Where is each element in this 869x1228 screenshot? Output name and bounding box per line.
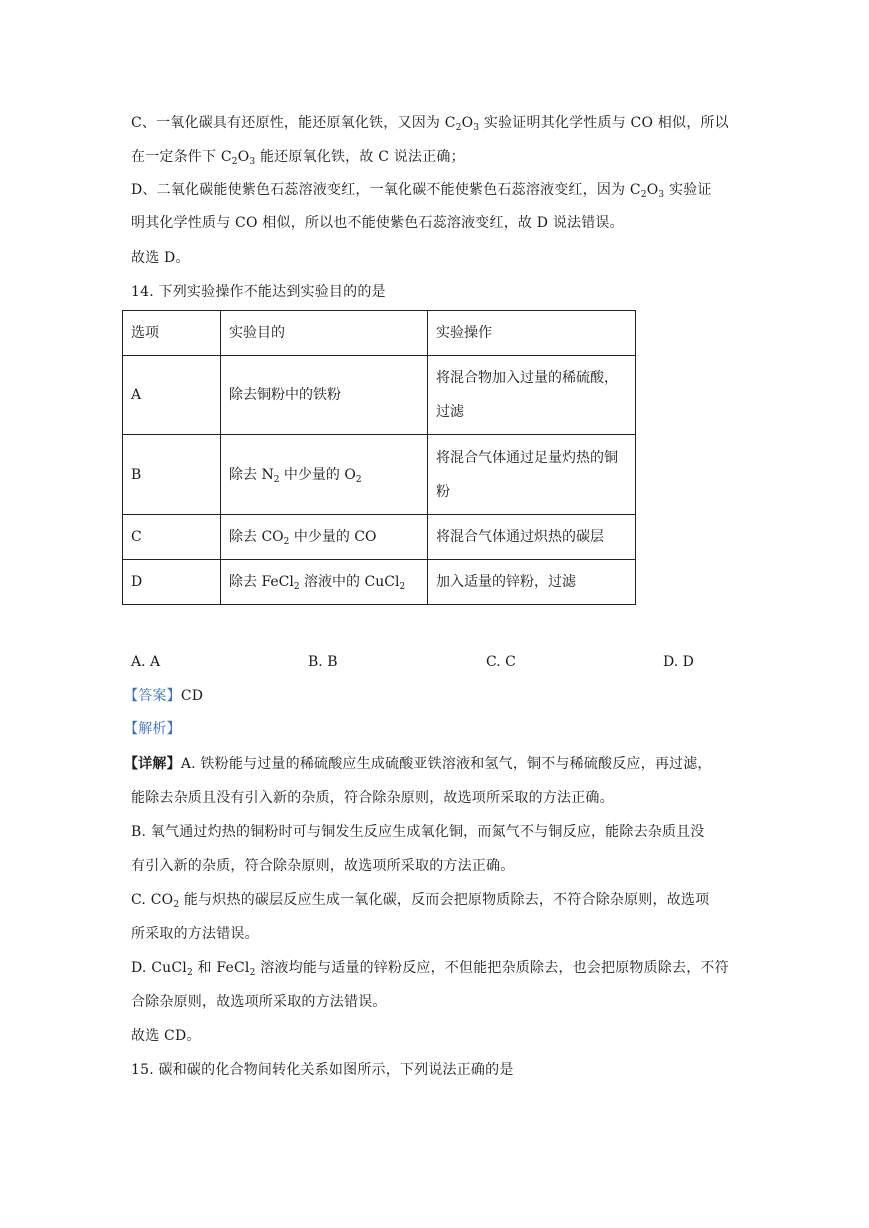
row-option: A [123, 356, 221, 435]
answer-value: CD [180, 688, 204, 704]
header-operation: 实验操作 [428, 311, 636, 356]
row-option: D [123, 560, 221, 605]
detail-c-line1: C. $CO_2$ 能与炽热的碳层反应生成一氧化碳，反而会把原物质除去，不符合除杂原则，故选项 [131, 892, 710, 910]
option-c-explanation-line2: 在一定条件下 $C_2O_3$ 能还原氧化铁，故 C 说法正确； [131, 149, 465, 167]
analysis-tag: 【解析】 [124, 721, 181, 737]
table-row [123, 435, 636, 515]
option-d-explanation-line2: 明其化学性质与 CO 相似，所以也不能使紫色石蕊溶液变红，故 D 说法错误。 [131, 215, 624, 231]
detail-b-line1: B. 氧气通过灼热的铜粉时可与铜发生反应生成氧化铜，而氮气不与铜反应，能除去杂质且没 [131, 824, 705, 840]
detail-d-line1: D. CuCl$_2$ 和 FeCl$_2$ 溶液均能与适量的锌粉反应，不但能把杂质除去，也会把原物质除去，不符 [131, 960, 729, 978]
choice-a: A. A [131, 654, 161, 670]
detail-d-line2: 合除杂原则，故选项所采取的方法错误。 [131, 994, 387, 1010]
table-header-row [123, 311, 636, 356]
table-row [123, 356, 636, 435]
row-operation: 将混合物加入过量的稀硫酸，过滤 [428, 356, 636, 435]
option-d-explanation-line1: D、二氧化碳能使紫色石蕊溶液变红，一氧化碳不能使紫色石蕊溶液变红，因为 $C_2O_3$ 实验证 [131, 182, 712, 200]
row-operation: 加入适量的锌粉，过滤 [428, 560, 636, 605]
question-14-table [122, 310, 636, 605]
detail-a-line1: 【详解】A. 铁粉能与过量的稀硫酸应生成硫酸亚铁溶液和氢气，铜不与稀硫酸反应，再过滤， [124, 756, 712, 772]
answer-tag: 【答案】 [124, 688, 181, 704]
question-15-stem: 15. 碳和碳的化合物间转化关系如图所示，下列说法正确的是 [131, 1062, 514, 1078]
row-operation: 将混合气体通过炽热的碳层 [428, 515, 636, 560]
row-purpose: 除去 FeCl$_2$ 溶液中的 CuCl$_2$ [221, 560, 428, 605]
table-row [123, 560, 636, 605]
answer-line [124, 686, 203, 706]
question-14-choice: 故选 CD。 [131, 1028, 201, 1044]
previous-answer-choice: 故选 D。 [131, 250, 190, 266]
choice-c: C. C [486, 654, 516, 670]
header-purpose: 实验目的 [221, 311, 428, 356]
detail-b-line2: 有引入新的杂质，符合除杂原则，故选项所采取的方法正确。 [131, 858, 515, 874]
row-option: B [123, 435, 221, 515]
question-14-stem: 14. 下列实验操作不能达到实验目的的是 [131, 284, 386, 300]
row-purpose: 除去 $CO_2$ 中少量的 CO [221, 515, 428, 560]
row-purpose: 除去 $N_2$ 中少量的 $O_2$ [221, 435, 428, 515]
choice-b: B. B [308, 654, 338, 670]
row-purpose: 除去铜粉中的铁粉 [221, 356, 428, 435]
row-option: C [123, 515, 221, 560]
header-option: 选项 [123, 311, 221, 356]
table-row [123, 515, 636, 560]
choice-d: D. D [663, 654, 694, 670]
row-operation: 将混合气体通过足量灼热的铜粉 [428, 435, 636, 515]
option-c-explanation-line1: C、一氧化碳具有还原性，能还原氧化铁，又因为 $C_2O_3$ 实验证明其化学性质与 CO 相似，所以 [131, 115, 729, 133]
detail-a-line2: 能除去杂质且没有引入新的杂质，符合除杂原则，故选项所采取的方法正确。 [131, 790, 614, 806]
detail-c-line2: 所采取的方法错误。 [131, 926, 259, 942]
